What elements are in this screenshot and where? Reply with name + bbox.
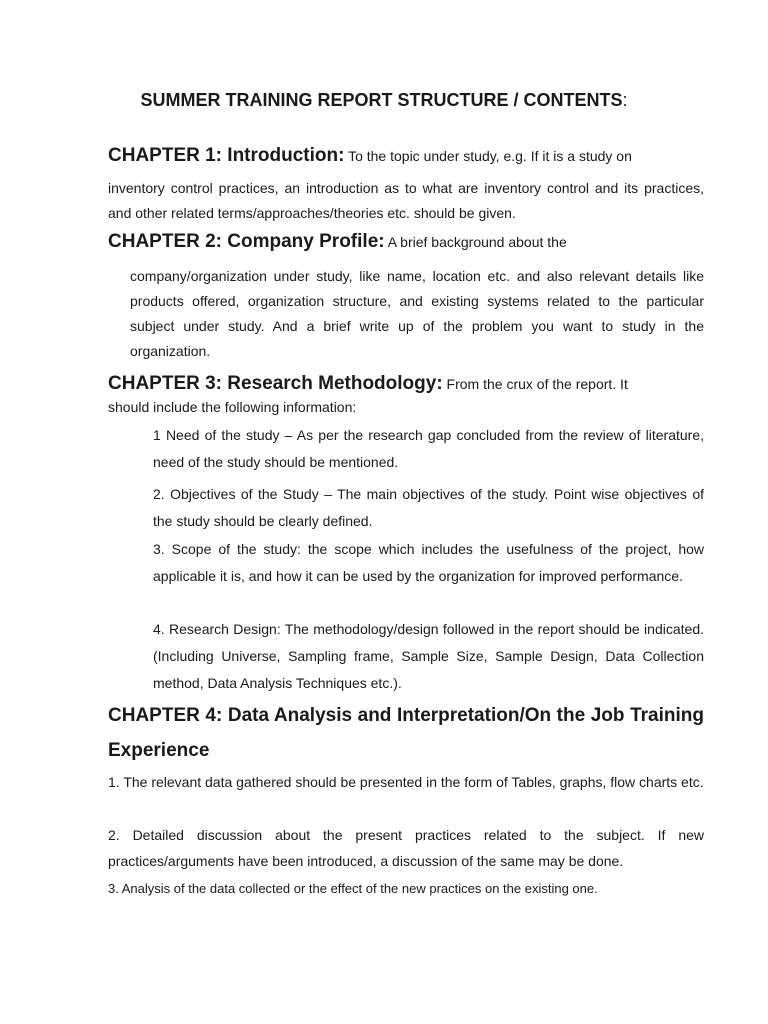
chapter-2-heading: CHAPTER 2: Company Profile: bbox=[108, 231, 385, 252]
chapter-1-lead: To the topic under study, e.g. If it is a study on bbox=[348, 148, 632, 164]
chapter-2-lead: A brief background about the bbox=[387, 234, 567, 250]
chapter-4-item-1: 1. The relevant data gathered should be presented in the form of Tables, graphs, flow charts etc. bbox=[108, 774, 704, 790]
chapter-1-body: inventory control practices, an introduction as to what are inventory control and its practices, and other related terms/approaches/theories etc. should be given. bbox=[108, 180, 704, 221]
chapter-4-heading: CHAPTER 4: Data Analysis and Interpretation/On the Job Training Experience bbox=[108, 705, 704, 761]
title-text: SUMMER TRAINING REPORT STRUCTURE / CONTENTS bbox=[140, 90, 623, 110]
chapter-1-heading: CHAPTER 1: Introduction: bbox=[108, 145, 345, 166]
chapter-3-lead: From the crux of the report. It bbox=[446, 376, 628, 392]
chapter-3-item-2: 2. Objectives of the Study – The main objectives of the study. Point wise objectives of the study should be clearly defined. bbox=[153, 486, 704, 529]
title-colon: : bbox=[622, 90, 628, 110]
chapter-4-item-2: 2. Detailed discussion about the present practices related to the subject. If new practices/arguments have been introduced, a discussion of the same may be done. bbox=[108, 827, 704, 869]
chapter-3-item-3: 3. Scope of the study: the scope which includes the usefulness of the project, how applicable it is, and how it can be used by the organization for improved performance. bbox=[153, 541, 704, 584]
chapter-2-body: company/organization under study, like name, location etc. and also relevant details like products offered, organization structure, and existing systems related to the particular subject under study. And a brief write up of the problem you want to study in the organization. bbox=[130, 268, 704, 359]
chapter-3-item-4: 4. Research Design: The methodology/design followed in the report should be indicated. (Including Universe, Sampling frame, Sample Size, Sample Design, Data Collection method, Data Analysis Techniques etc.). bbox=[153, 621, 704, 691]
page-title bbox=[0, 90, 768, 111]
chapter-3-heading: CHAPTER 3: Research Methodology: bbox=[108, 373, 443, 394]
chapter-2-heading-line bbox=[108, 228, 704, 256]
chapter-3-item-1: 1 Need of the study – As per the research gap concluded from the review of literature, need of the study should be mentioned. bbox=[153, 427, 704, 470]
chapter-3-body: should include the following information: bbox=[108, 399, 357, 415]
chapter-4-item-3: 3. Analysis of the data collected or the effect of the new practices on the existing one. bbox=[108, 881, 598, 896]
chapter-1-heading-line bbox=[108, 142, 704, 170]
chapter-3-heading-line bbox=[108, 370, 704, 398]
